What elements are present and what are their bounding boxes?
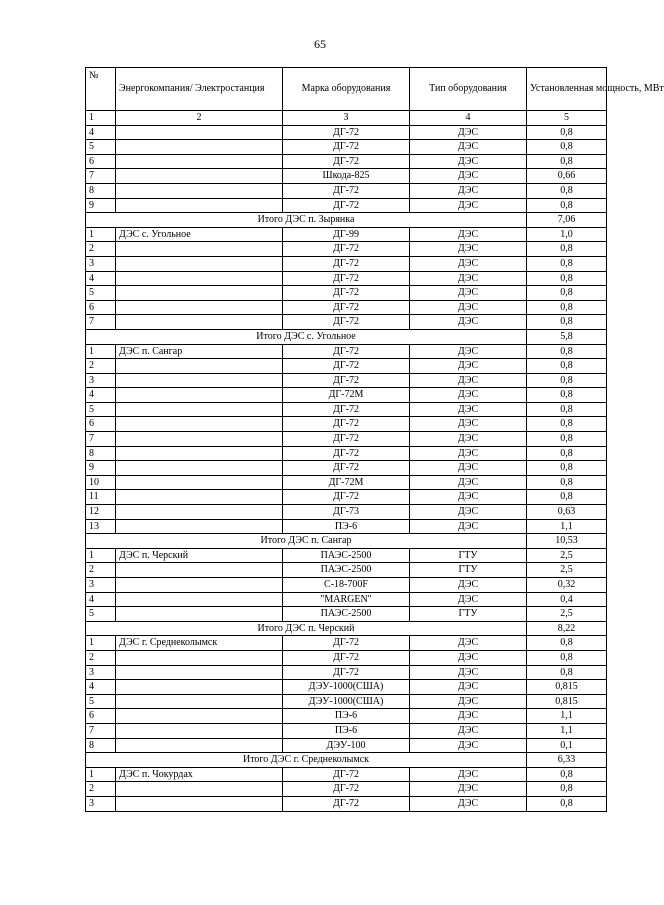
station-name	[116, 359, 283, 374]
equipment-model: ДГ-72	[283, 140, 410, 155]
capacity-value: 1,1	[527, 723, 607, 738]
capacity-value: 0,8	[527, 475, 607, 490]
subtotal-row	[86, 329, 607, 344]
table-header-row	[86, 68, 607, 111]
table-row	[86, 461, 607, 476]
equipment-model: ДГ-72	[283, 796, 410, 811]
equipment-model: ДГ-72	[283, 242, 410, 257]
equipment-type: ДЭС	[410, 373, 527, 388]
capacity-value: 0,8	[527, 315, 607, 330]
station-name	[116, 563, 283, 578]
station-name: ДЭС п. Черский	[116, 548, 283, 563]
table-row	[86, 359, 607, 374]
table-row	[86, 665, 607, 680]
row-number: 1	[86, 767, 116, 782]
equipment-model: ПЭ-6	[283, 709, 410, 724]
capacity-value: 0,8	[527, 417, 607, 432]
equipment-type: ДЭС	[410, 636, 527, 651]
equipment-model: ПАЭС-2500	[283, 548, 410, 563]
station-name	[116, 607, 283, 622]
station-name: ДЭС п. Чокурдах	[116, 767, 283, 782]
equipment-type: ДЭС	[410, 519, 527, 534]
header-equipment-model: Марка оборудования	[283, 68, 410, 111]
equipment-model: ДГ-72	[283, 198, 410, 213]
equipment-model: ДГ-72	[283, 359, 410, 374]
equipment-model: ДГ-72	[283, 344, 410, 359]
row-number: 9	[86, 461, 116, 476]
equipment-model: ДГ-72	[283, 446, 410, 461]
header-number: №	[86, 68, 116, 111]
table-row	[86, 650, 607, 665]
equipment-model: ДГ-72	[283, 402, 410, 417]
equipment-model: ДГ-72	[283, 315, 410, 330]
capacity-value: 0,8	[527, 796, 607, 811]
capacity-value: 2,5	[527, 607, 607, 622]
capacity-value: 0,1	[527, 738, 607, 753]
equipment-type: ДЭС	[410, 198, 527, 213]
capacity-value: 1,1	[527, 709, 607, 724]
subtotal-label: Итого ДЭС п. Зырянка	[86, 213, 527, 228]
row-number: 6	[86, 417, 116, 432]
row-number: 1	[86, 344, 116, 359]
table-row	[86, 140, 607, 155]
station-name	[116, 388, 283, 403]
capacity-value: 0,4	[527, 592, 607, 607]
capacity-value: 0,8	[527, 388, 607, 403]
equipment-model: ДГ-72	[283, 373, 410, 388]
header-equipment-type: Тип оборудования	[410, 68, 527, 111]
equipment-type: ДЭС	[410, 140, 527, 155]
equipment-type: ДЭС	[410, 388, 527, 403]
station-name: ДЭС г. Среднеколымск	[116, 636, 283, 651]
subtotal-row	[86, 213, 607, 228]
row-number: 7	[86, 169, 116, 184]
station-name	[116, 183, 283, 198]
equipment-model: ПЭ-6	[283, 723, 410, 738]
station-name	[116, 475, 283, 490]
equipment-model: ДГ-72	[283, 665, 410, 680]
subtotal-row	[86, 621, 607, 636]
row-number: 4	[86, 680, 116, 695]
capacity-value: 0,8	[527, 446, 607, 461]
subtotal-label: Итого ДЭС с. Угольное	[86, 329, 527, 344]
capacity-value: 0,8	[527, 256, 607, 271]
equipment-type: ДЭС	[410, 782, 527, 797]
station-name	[116, 738, 283, 753]
equipment-type: ДЭС	[410, 432, 527, 447]
table-row	[86, 592, 607, 607]
table-row	[86, 505, 607, 520]
equipment-table	[85, 67, 664, 812]
equipment-type: ДЭС	[410, 286, 527, 301]
capacity-value: 0,8	[527, 432, 607, 447]
equipment-model: ДГ-72	[283, 300, 410, 315]
column-number: 1	[86, 111, 116, 126]
equipment-model: "MARGEN"	[283, 592, 410, 607]
capacity-value: 0,8	[527, 359, 607, 374]
row-number: 3	[86, 796, 116, 811]
equipment-model: ДГ-72	[283, 125, 410, 140]
table-row	[86, 183, 607, 198]
row-number: 2	[86, 782, 116, 797]
table-row	[86, 198, 607, 213]
table-row	[86, 519, 607, 534]
table-row	[86, 315, 607, 330]
station-name	[116, 154, 283, 169]
equipment-type: ДЭС	[410, 125, 527, 140]
capacity-value: 0,66	[527, 169, 607, 184]
capacity-value: 0,8	[527, 271, 607, 286]
equipment-model: ДЭУ-1000(США)	[283, 680, 410, 695]
station-name	[116, 680, 283, 695]
subtotal-row	[86, 534, 607, 549]
capacity-value: 2,5	[527, 563, 607, 578]
column-number: 2	[116, 111, 283, 126]
row-number: 3	[86, 665, 116, 680]
equipment-type: ГТУ	[410, 607, 527, 622]
capacity-value: 0,8	[527, 636, 607, 651]
page-number: 65	[314, 37, 326, 51]
equipment-model: ДГ-72	[283, 636, 410, 651]
capacity-value: 0,815	[527, 680, 607, 695]
station-name	[116, 650, 283, 665]
row-number: 2	[86, 650, 116, 665]
station-name	[116, 125, 283, 140]
equipment-model: ДЭУ-100	[283, 738, 410, 753]
equipment-type: ДЭС	[410, 402, 527, 417]
capacity-value: 0,8	[527, 344, 607, 359]
capacity-value: 0,8	[527, 286, 607, 301]
capacity-value: 0,8	[527, 154, 607, 169]
table-row	[86, 169, 607, 184]
capacity-value: 0,63	[527, 505, 607, 520]
row-number: 2	[86, 242, 116, 257]
equipment-type: ДЭС	[410, 256, 527, 271]
table-row	[86, 227, 607, 242]
equipment-type: ГТУ	[410, 563, 527, 578]
station-name	[116, 315, 283, 330]
station-name	[116, 271, 283, 286]
table-row	[86, 402, 607, 417]
equipment-type: ДЭС	[410, 227, 527, 242]
station-name	[116, 578, 283, 593]
equipment-model: ПЭ-6	[283, 519, 410, 534]
row-number: 5	[86, 286, 116, 301]
equipment-type: ДЭС	[410, 359, 527, 374]
equipment-model: ДГ-99	[283, 227, 410, 242]
row-number: 1	[86, 636, 116, 651]
equipment-type: ДЭС	[410, 490, 527, 505]
row-number: 6	[86, 154, 116, 169]
station-name	[116, 373, 283, 388]
table-row	[86, 125, 607, 140]
row-number: 7	[86, 432, 116, 447]
capacity-value: 0,8	[527, 198, 607, 213]
equipment-model: ДГ-73	[283, 505, 410, 520]
station-name	[116, 198, 283, 213]
equipment-model: ДГ-72М	[283, 388, 410, 403]
capacity-value: 0,8	[527, 767, 607, 782]
station-name	[116, 242, 283, 257]
equipment-type: ДЭС	[410, 154, 527, 169]
equipment-model: ДГ-72	[283, 461, 410, 476]
equipment-type: ДЭС	[410, 315, 527, 330]
equipment-type: ДЭС	[410, 680, 527, 695]
table-row	[86, 680, 607, 695]
table-row	[86, 738, 607, 753]
equipment-type: ДЭС	[410, 738, 527, 753]
subtotal-capacity: 10,53	[527, 534, 607, 549]
subtotal-label: Итого ДЭС п. Черский	[86, 621, 527, 636]
header-station: Энергокомпания/ Электростанция	[116, 68, 283, 111]
table-row	[86, 782, 607, 797]
subtotal-capacity: 5,8	[527, 329, 607, 344]
equipment-model: ДГ-72	[283, 417, 410, 432]
equipment-type: ДЭС	[410, 796, 527, 811]
table-row	[86, 154, 607, 169]
station-name	[116, 446, 283, 461]
table-row	[86, 578, 607, 593]
table-row	[86, 388, 607, 403]
equipment-type: ДЭС	[410, 767, 527, 782]
equipment-type: ДЭС	[410, 505, 527, 520]
row-number: 8	[86, 738, 116, 753]
table-row	[86, 446, 607, 461]
station-name: ДЭС с. Угольное	[116, 227, 283, 242]
row-number: 8	[86, 446, 116, 461]
column-number: 4	[410, 111, 527, 126]
equipment-type: ДЭС	[410, 578, 527, 593]
table-row	[86, 242, 607, 257]
table-row	[86, 723, 607, 738]
subtotal-capacity: 6,33	[527, 753, 607, 768]
equipment-type: ДЭС	[410, 665, 527, 680]
table-row	[86, 373, 607, 388]
row-number: 9	[86, 198, 116, 213]
equipment-model: Шкода-825	[283, 169, 410, 184]
station-name	[116, 723, 283, 738]
table-row	[86, 344, 607, 359]
equipment-type: ДЭС	[410, 475, 527, 490]
equipment-model: ДГ-72	[283, 650, 410, 665]
row-number: 8	[86, 183, 116, 198]
row-number: 5	[86, 140, 116, 155]
row-number: 5	[86, 694, 116, 709]
station-name	[116, 461, 283, 476]
table-row	[86, 636, 607, 651]
row-number: 2	[86, 563, 116, 578]
equipment-type: ДЭС	[410, 271, 527, 286]
row-number: 7	[86, 723, 116, 738]
row-number: 4	[86, 388, 116, 403]
equipment-model: ДГ-72	[283, 432, 410, 447]
capacity-value: 0,32	[527, 578, 607, 593]
capacity-value: 0,8	[527, 461, 607, 476]
column-number: 3	[283, 111, 410, 126]
subtotal-row	[86, 753, 607, 768]
equipment-type: ГТУ	[410, 548, 527, 563]
capacity-value: 0,8	[527, 650, 607, 665]
capacity-value: 0,8	[527, 402, 607, 417]
station-name	[116, 796, 283, 811]
table-row	[86, 563, 607, 578]
station-name	[116, 709, 283, 724]
row-number: 4	[86, 592, 116, 607]
station-name	[116, 592, 283, 607]
equipment-type: ДЭС	[410, 417, 527, 432]
row-number: 3	[86, 373, 116, 388]
row-number: 6	[86, 300, 116, 315]
capacity-value: 2,5	[527, 548, 607, 563]
capacity-value: 0,8	[527, 490, 607, 505]
table-row	[86, 417, 607, 432]
subtotal-capacity: 8,22	[527, 621, 607, 636]
row-number: 4	[86, 125, 116, 140]
subtotal-label: Итого ДЭС п. Сангар	[86, 534, 527, 549]
equipment-model: ДГ-72	[283, 183, 410, 198]
capacity-value: 0,8	[527, 125, 607, 140]
row-number: 1	[86, 548, 116, 563]
station-name	[116, 694, 283, 709]
table-row	[86, 286, 607, 301]
equipment-model: ДГ-72	[283, 767, 410, 782]
table-row	[86, 490, 607, 505]
station-name	[116, 505, 283, 520]
station-name	[116, 286, 283, 301]
capacity-value: 0,8	[527, 140, 607, 155]
table-row	[86, 300, 607, 315]
capacity-value: 0,8	[527, 782, 607, 797]
table-row	[86, 548, 607, 563]
equipment-type: ДЭС	[410, 592, 527, 607]
row-number: 12	[86, 505, 116, 520]
station-name	[116, 665, 283, 680]
capacity-value: 0,8	[527, 183, 607, 198]
row-number: 4	[86, 271, 116, 286]
station-name: ДЭС п. Сангар	[116, 344, 283, 359]
table-row	[86, 256, 607, 271]
equipment-model: ДГ-72М	[283, 475, 410, 490]
row-number: 3	[86, 578, 116, 593]
subtotal-label: Итого ДЭС г. Среднеколымск	[86, 753, 527, 768]
station-name	[116, 169, 283, 184]
equipment-type: ДЭС	[410, 723, 527, 738]
station-name	[116, 432, 283, 447]
row-number: 11	[86, 490, 116, 505]
station-name	[116, 300, 283, 315]
row-number: 10	[86, 475, 116, 490]
equipment-model: ДГ-72	[283, 256, 410, 271]
row-number: 3	[86, 256, 116, 271]
station-name	[116, 402, 283, 417]
station-name	[116, 140, 283, 155]
row-number: 13	[86, 519, 116, 534]
table-row	[86, 607, 607, 622]
capacity-value: 0,815	[527, 694, 607, 709]
capacity-value: 1,0	[527, 227, 607, 242]
equipment-model: ДЭУ-1000(США)	[283, 694, 410, 709]
equipment-type: ДЭС	[410, 300, 527, 315]
equipment-model: ДГ-72	[283, 154, 410, 169]
table-row	[86, 694, 607, 709]
equipment-model: ПАЭС-2500	[283, 563, 410, 578]
equipment-type: ДЭС	[410, 183, 527, 198]
equipment-type: ДЭС	[410, 344, 527, 359]
equipment-model: ДГ-72	[283, 782, 410, 797]
row-number: 7	[86, 315, 116, 330]
equipment-model: ДГ-72	[283, 271, 410, 286]
equipment-model: С-18-700F	[283, 578, 410, 593]
equipment-type: ДЭС	[410, 242, 527, 257]
row-number: 5	[86, 402, 116, 417]
equipment-model: ДГ-72	[283, 490, 410, 505]
equipment-model: ДГ-72	[283, 286, 410, 301]
capacity-value: 1,1	[527, 519, 607, 534]
equipment-model: ПАЭС-2500	[283, 607, 410, 622]
row-number: 2	[86, 359, 116, 374]
capacity-value: 0,8	[527, 300, 607, 315]
capacity-value: 0,8	[527, 242, 607, 257]
station-name	[116, 519, 283, 534]
column-number: 5	[527, 111, 607, 126]
equipment-type: ДЭС	[410, 709, 527, 724]
table-row	[86, 475, 607, 490]
row-number: 6	[86, 709, 116, 724]
station-name	[116, 782, 283, 797]
table-row	[86, 767, 607, 782]
equipment-type: ДЭС	[410, 650, 527, 665]
table-row	[86, 432, 607, 447]
equipment-type: ДЭС	[410, 446, 527, 461]
station-name	[116, 490, 283, 505]
capacity-value: 0,8	[527, 665, 607, 680]
table-row	[86, 709, 607, 724]
table-row	[86, 271, 607, 286]
equipment-type: ДЭС	[410, 461, 527, 476]
capacity-value: 0,8	[527, 373, 607, 388]
equipment-type: ДЭС	[410, 169, 527, 184]
row-number: 5	[86, 607, 116, 622]
station-name	[116, 417, 283, 432]
table-row	[86, 796, 607, 811]
equipment-type: ДЭС	[410, 694, 527, 709]
header-capacity: Установленная мощность, МВт	[527, 68, 607, 111]
column-number-row	[86, 111, 607, 126]
station-name	[116, 256, 283, 271]
row-number: 1	[86, 227, 116, 242]
subtotal-capacity: 7,06	[527, 213, 607, 228]
